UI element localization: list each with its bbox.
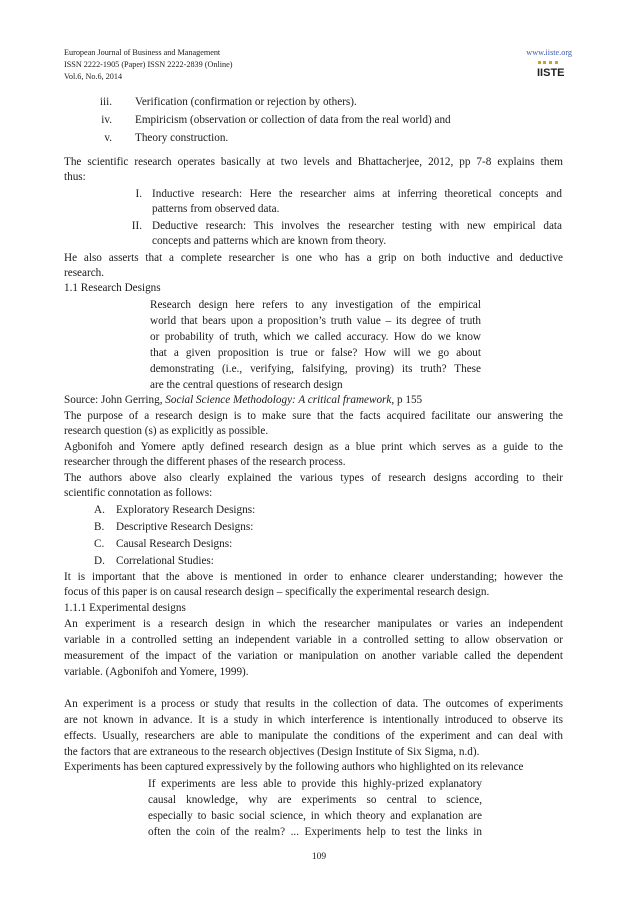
paragraph-line: An experiment is a process or study that results in the collection of data. The outcomes of experiments: [64, 698, 563, 710]
list-marker: v.: [104, 132, 112, 144]
paragraph-line: effects. Usually, researchers are able to manipulate the conditions of the experiment and can deal with: [64, 730, 563, 742]
paragraph-line: researcher through the different phases of the research process.: [64, 456, 346, 468]
list-marker: C.: [94, 538, 105, 550]
quote-line: demonstrating (i.e., verifying, falsifying, proving) its truth? These: [150, 363, 481, 375]
journal-volume: Vol.6, No.6, 2014: [64, 72, 123, 81]
journal-url-link[interactable]: www.iiste.org: [526, 48, 572, 57]
paragraph-line: research.: [64, 267, 105, 279]
paragraph-line: scientific connotation as follows:: [64, 487, 213, 499]
source-title: Social Science Methodology: A critical framework,: [165, 394, 395, 406]
paragraph-line: thus:: [64, 171, 86, 183]
quote-line: that a given proposition is true or false? How will we go about: [150, 347, 481, 359]
list-item: Theory construction.: [135, 132, 229, 144]
journal-name: European Journal of Business and Management: [64, 48, 221, 57]
quote-line: or probability of truth, which we called accuracy. How do we know: [150, 331, 481, 343]
list-marker: A.: [94, 504, 105, 516]
paragraph-line: the factors that are extraneous to the research objectives (Design Institute of Six Sigma, n.d).: [64, 746, 480, 758]
list-marker: iii.: [99, 96, 112, 108]
quote-line: are the central questions of research design: [150, 379, 343, 391]
quote-line: If experiments are less able to provide this highly-prized explanatory: [148, 778, 482, 790]
paragraph-line: Experiments has been captured expressively by the following authors who highlighted on its relevance: [64, 761, 524, 773]
paragraph-line: research question (s) as explicitly as possible.: [64, 425, 269, 437]
source-citation: [64, 393, 422, 407]
journal-issn: ISSN 2222-1905 (Paper) ISSN 2222-2839 (Online): [64, 60, 233, 69]
list-item: Inductive research: Here the researcher aims at inferring theoretical concepts and: [152, 188, 562, 200]
list-item: Correlational Studies:: [116, 555, 214, 567]
paragraph-line: It is important that the above is mentioned in order to enhance clearer understanding; however the: [64, 571, 563, 583]
list-item: Deductive research: This involves the researcher testing with new empirical data: [152, 220, 562, 232]
list-item: Descriptive Research Designs:: [116, 521, 254, 533]
list-item: patterns from observed data.: [152, 203, 280, 215]
paragraph-line: focus of this paper is on causal research design – specifically the experimental research design.: [64, 586, 490, 598]
list-item: Causal Research Designs:: [116, 538, 233, 550]
iiste-logo: [536, 60, 570, 78]
list-item: Verification (confirmation or rejection by others).: [135, 96, 357, 108]
list-item: Empiricism (observation or collection of data from the real world) and: [135, 114, 451, 126]
paragraph-line: variable. (Agbonifoh and Yomere, 1999).: [64, 666, 249, 678]
paragraph-line: The scientific research operates basically at two levels and Bhattacherjee, 2012, pp 7-8 explains them: [64, 156, 563, 168]
paragraph-line: The purpose of a research design is to make sure that the facts acquired facilitate our answering the: [64, 410, 563, 422]
page-number: 109: [311, 852, 327, 862]
list-marker: B.: [94, 521, 105, 533]
paragraph-line: An experiment is a research design in which the researcher manipulates or varies an independent: [64, 618, 563, 630]
subsection-heading: 1.1.1 Experimental designs: [64, 602, 186, 614]
quote-line: especially to basic social science, in which theory and explanation are: [148, 810, 482, 822]
quote-line: Research design here refers to any investigation of the empirical: [150, 299, 481, 311]
quote-line: often the coin of the realm? ... Experiments help to test the links in: [148, 826, 482, 838]
list-marker: iv.: [101, 114, 112, 126]
paragraph-line: Agbonifoh and Yomere aptly defined research design as a blue print which serves as a guide to the: [64, 441, 563, 453]
list-item: Exploratory Research Designs:: [116, 504, 256, 516]
paragraph-line: The authors above also clearly explained the various types of research designs according to their: [64, 472, 563, 484]
paragraph-line: variable in a controlled setting an independent variable in a controlled setting to allow observation or: [64, 634, 563, 646]
paragraph-line: He also asserts that a complete researcher is one who has a grip on both inductive and deductive: [64, 252, 563, 264]
paragraph-line: are not known in advance. It is a study in which interference is intentionally introduced to observe its: [64, 714, 563, 726]
list-marker: I.: [135, 188, 142, 200]
quote-line: causal knowledge, why are experiments so central to science,: [148, 794, 482, 806]
svg-text:IISTE: IISTE: [537, 67, 565, 78]
quote-line: world that bears upon a proposition’s truth value – its degree of truth: [150, 315, 481, 327]
source-prefix: Source: John Gerring,: [64, 394, 166, 406]
list-item: concepts and patterns which are known from theory.: [152, 235, 387, 247]
paragraph-line: measurement of the impact of the variation or manipulation on another variable called the dependent: [64, 650, 563, 662]
section-heading: 1.1 Research Designs: [64, 282, 161, 294]
list-marker: II.: [131, 220, 142, 232]
list-marker: D.: [94, 555, 105, 567]
source-suffix: p 155: [394, 394, 423, 406]
